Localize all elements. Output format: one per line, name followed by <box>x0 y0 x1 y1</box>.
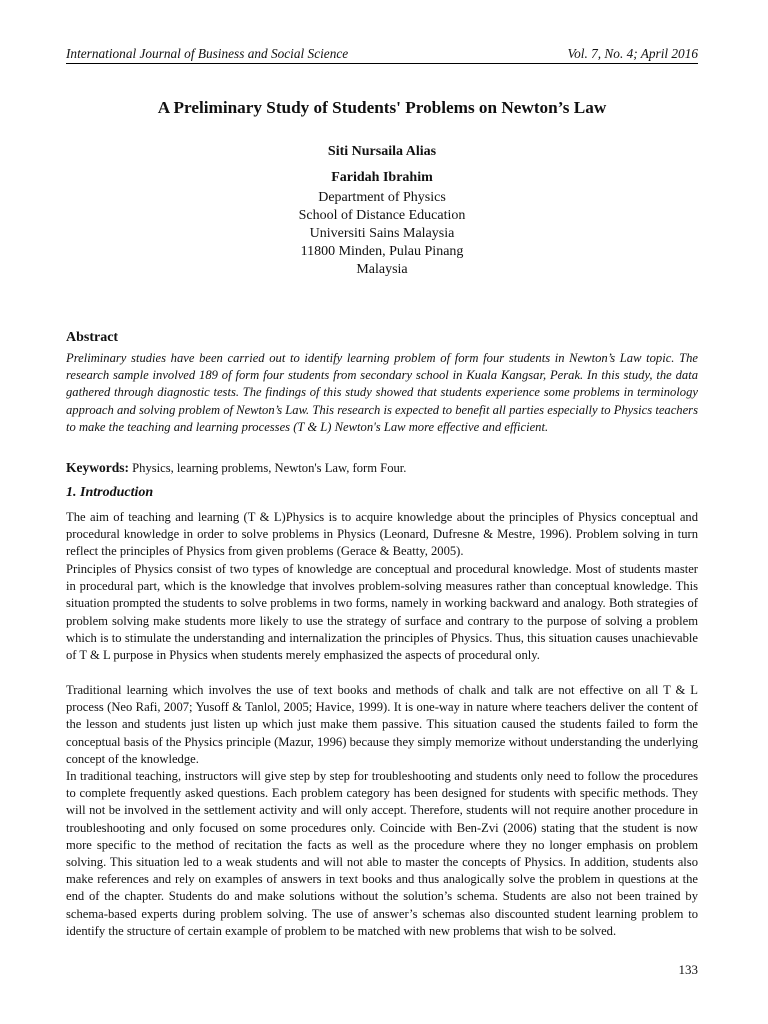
affiliation-line: Universiti Sains Malaysia <box>309 226 455 241</box>
body-paragraph: Principles of Physics consist of two types of knowledge are conceptual and procedural knowledge. Most of students master in procedural part, which is the knowledge that involves problem-solving measures rather than conceptual knowledge. This situation prompted the students to solve problems in two forms, namely in working backward and analogy. Both strategies of problem solving make students more likely to use the strategy of surface and contrary to the purpose of solving a problem which is to stimulate the understanding and internalization the principles of Physics. Thus, this situation causes unachievable of T & L purpose in Physics when students merely emphasized the aspects of procedural only. <box>66 562 698 663</box>
abstract-heading: Abstract <box>66 330 119 345</box>
header-rule <box>66 63 698 64</box>
body-paragraph: The aim of teaching and learning (T & L)Physics is to acquire knowledge about the principles of Physics conceptual and procedural knowledge in order to solve problems in Physics (Leonard, Dufresne & Mestre, 1996). Problem solving in turn reflect the principles of Physics from given problems (Gerace & Beatty, 2005). <box>66 510 698 559</box>
affiliation-line: Malaysia <box>356 262 408 277</box>
keywords-text: Physics, learning problems, Newton's Law, form Four. <box>129 461 407 475</box>
affiliation-line: School of Distance Education <box>298 208 466 223</box>
affiliation-line: Department of Physics <box>318 190 446 205</box>
paper-title: A Preliminary Study of Students' Problems on Newton’s Law <box>157 98 607 117</box>
body-paragraph: Traditional learning which involves the use of text books and methods of chalk and talk are not effective on all T & L process (Neo Rafi, 2007; Yusoff & Tanlol, 2005; Havice, 1999). It is one-way in nature where teachers deliver the content of the lesson and students just listen up which just make them passive. This situation caused the students failed to form the conceptual basis of the Physics principle (Mazur, 1996) because they simply memorize without understanding the underlying concept of the knowledge. <box>66 683 698 766</box>
author-2: Faridah Ibrahim <box>331 170 433 185</box>
journal-volume: Vol. 7, No. 4; April 2016 <box>567 46 698 61</box>
affiliation-line: 11800 Minden, Pulau Pinang <box>300 244 464 259</box>
page-number: 133 <box>678 962 698 977</box>
section-heading-introduction: 1. Introduction <box>66 485 154 500</box>
keywords-label: Keywords: <box>66 460 129 475</box>
author-1: Siti Nursaila Alias <box>327 144 437 159</box>
keywords <box>66 459 698 477</box>
journal-name: International Journal of Business and Social Science <box>66 46 349 61</box>
body-paragraph: In traditional teaching, instructors will give step by step for troubleshooting and students only need to follow the procedures to complete frequently asked questions. Each problem category has been designed for students with specific methods. They will not be involved in the settlement activity and will only accept. Therefore, students will not require another procedure in troubleshooting and only focused on some procedures only. Coincide with Ben-Zvi (2006) stating that the student is now more specific to the method of recitation the facts as well as the procedure where they no longer emphasis on problem solving. This situation led to a weak students and will not able to master the concepts of Physics. In addition, students also make references and rely on examples of answers in text books and thus analogically solve the problem in questions at the end of the chapter. Students do and make solutions without the solution’s schema. Students are also not been trained by schema-based experts during problem solving. The use of answer’s schemas also discounted student learning problem to identify the structure of certain example of problem to be matched with new problems that wish to be solved. <box>66 769 698 938</box>
abstract-text: Preliminary studies have been carried out to identify learning problem of form four students in Newton’s Law topic. The research sample involved 189 of form four students from secondary school in Kuala Kangsar, Perak. In this study, the data gathered through diagnostic tests. The findings of this study showed that students experience some problems in terminology approach and solving problem of Newton’s Law. This research is expected to benefit all parties especially to Physics teachers to make the teaching and learning processes (T & L) Newton's Law more effective and efficient. <box>66 351 698 434</box>
affiliation <box>66 189 698 279</box>
